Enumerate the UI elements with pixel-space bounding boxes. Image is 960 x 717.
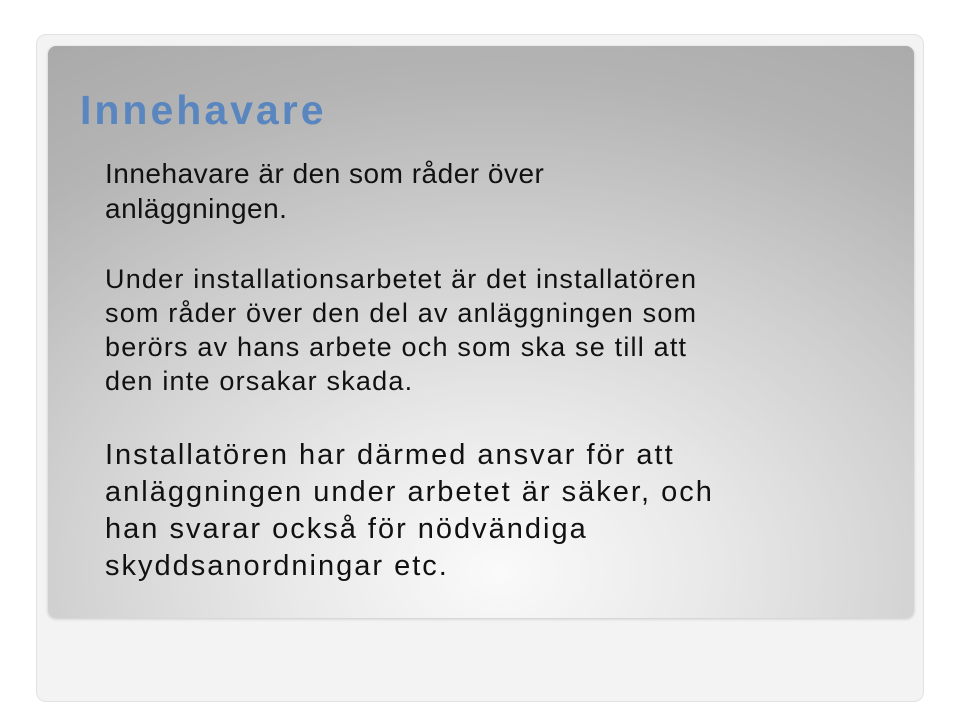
paragraph-installation-work: Under installationsarbetet är det installatören som råder över den del av anläggningen som berörs av hans arbete och som ska se till att den inte orsakar skada. <box>105 264 698 396</box>
paragraph-responsibility: Installatören har därmed ansvar för att anläggningen under arbetet är säker, och han svarar också för nödvändiga skyddsanordningar etc. <box>105 439 714 582</box>
slide-title: Innehavare <box>80 87 327 133</box>
paragraph-definition: Innehavare är den som råder över anläggningen. <box>105 158 545 224</box>
